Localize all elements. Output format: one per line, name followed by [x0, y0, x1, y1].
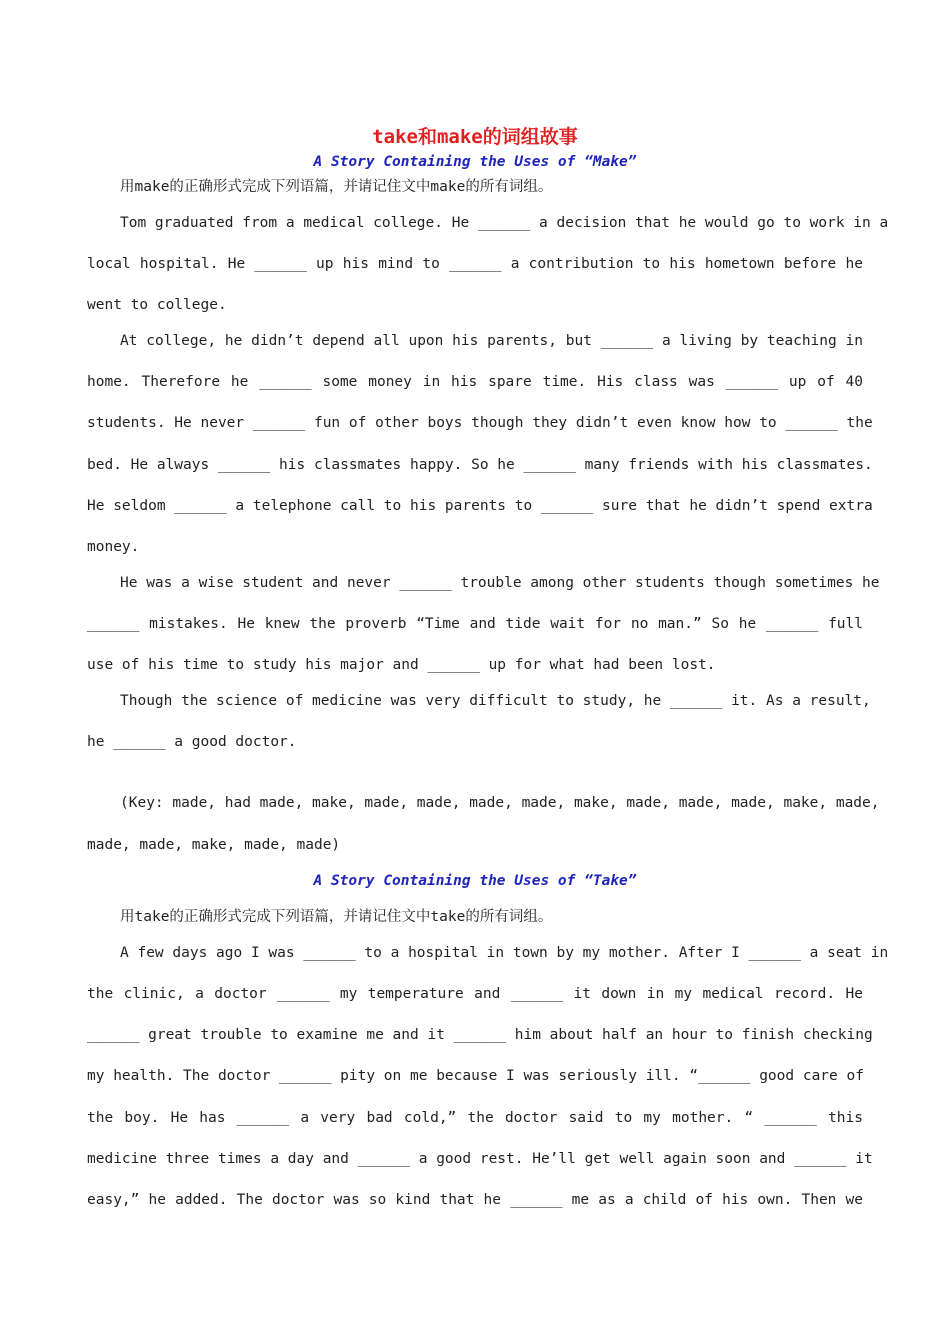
make-text-line: ______ mistakes. He knew the proverb “Time and tide wait for no man.” So he ______ full [87, 616, 863, 632]
make-text-line: Though the science of medicine was very difficult to study, he ______ it. As a result, [120, 693, 871, 709]
make-text-line: At college, he didn’t depend all upon his parents, but ______ a living by teaching in [120, 333, 863, 349]
make-instruction: 用make的正确形式完成下列语篇，并请记住文中make的所有词组。 [120, 179, 553, 195]
make-text-line: bed. He always ______ his classmates happy. So he ______ many friends with his classmates. [87, 457, 873, 473]
make-text-line: Tom graduated from a medical college. He ______ a decision that he would go to work in a [120, 215, 889, 231]
make-text-line: use of his time to study his major and ______ up for what had been lost. [87, 657, 716, 673]
take-text-line: ______ great trouble to examine me and it ______ him about half an hour to finish checking [87, 1027, 873, 1043]
make-text-line: students. He never ______ fun of other boys though they didn’t even know how to ______ the [87, 415, 873, 431]
make-text-line: He was a wise student and never ______ trouble among other students though sometimes he [120, 575, 880, 591]
document-title: take和make的词组故事 [372, 126, 578, 148]
make-text-line: went to college. [87, 297, 227, 313]
take-instruction: 用take的正确形式完成下列语篇，并请记住文中take的所有词组。 [120, 909, 553, 925]
make-story-heading: A Story Containing the Uses of “Make” [313, 154, 637, 170]
make-text-line: he ______ a good doctor. [87, 734, 297, 750]
take-text-line: the boy. He has ______ a very bad cold,” the doctor said to my mother. “ ______ this [87, 1110, 863, 1126]
make-text-line: money. [87, 539, 140, 555]
take-text-line: medicine three times a day and ______ a good rest. He’ll get well again soon and ______ it [87, 1151, 873, 1167]
make-answer-key: made, made, make, made, made) [87, 837, 341, 853]
take-text-line: the clinic, a doctor ______ my temperature and ______ it down in my medical record. He [87, 986, 863, 1002]
take-text-line: A few days ago I was ______ to a hospital in town by my mother. After I ______ a seat in [120, 945, 889, 961]
make-text-line: home. Therefore he ______ some money in his spare time. His class was ______ up of 40 [87, 374, 863, 390]
make-text-line: He seldom ______ a telephone call to his parents to ______ sure that he didn’t spend extra [87, 498, 873, 514]
take-text-line: my health. The doctor ______ pity on me because I was seriously ill. “______ good care of [87, 1068, 864, 1084]
make-text-line: local hospital. He ______ up his mind to ______ a contribution to his hometown before he [87, 256, 863, 272]
take-text-line: easy,” he added. The doctor was so kind that he ______ me as a child of his own. Then we [87, 1192, 863, 1208]
make-answer-key: (Key: made, had made, make, made, made, made, made, make, made, made, made, make, made, [120, 795, 880, 811]
take-story-heading: A Story Containing the Uses of “Take” [313, 873, 637, 889]
